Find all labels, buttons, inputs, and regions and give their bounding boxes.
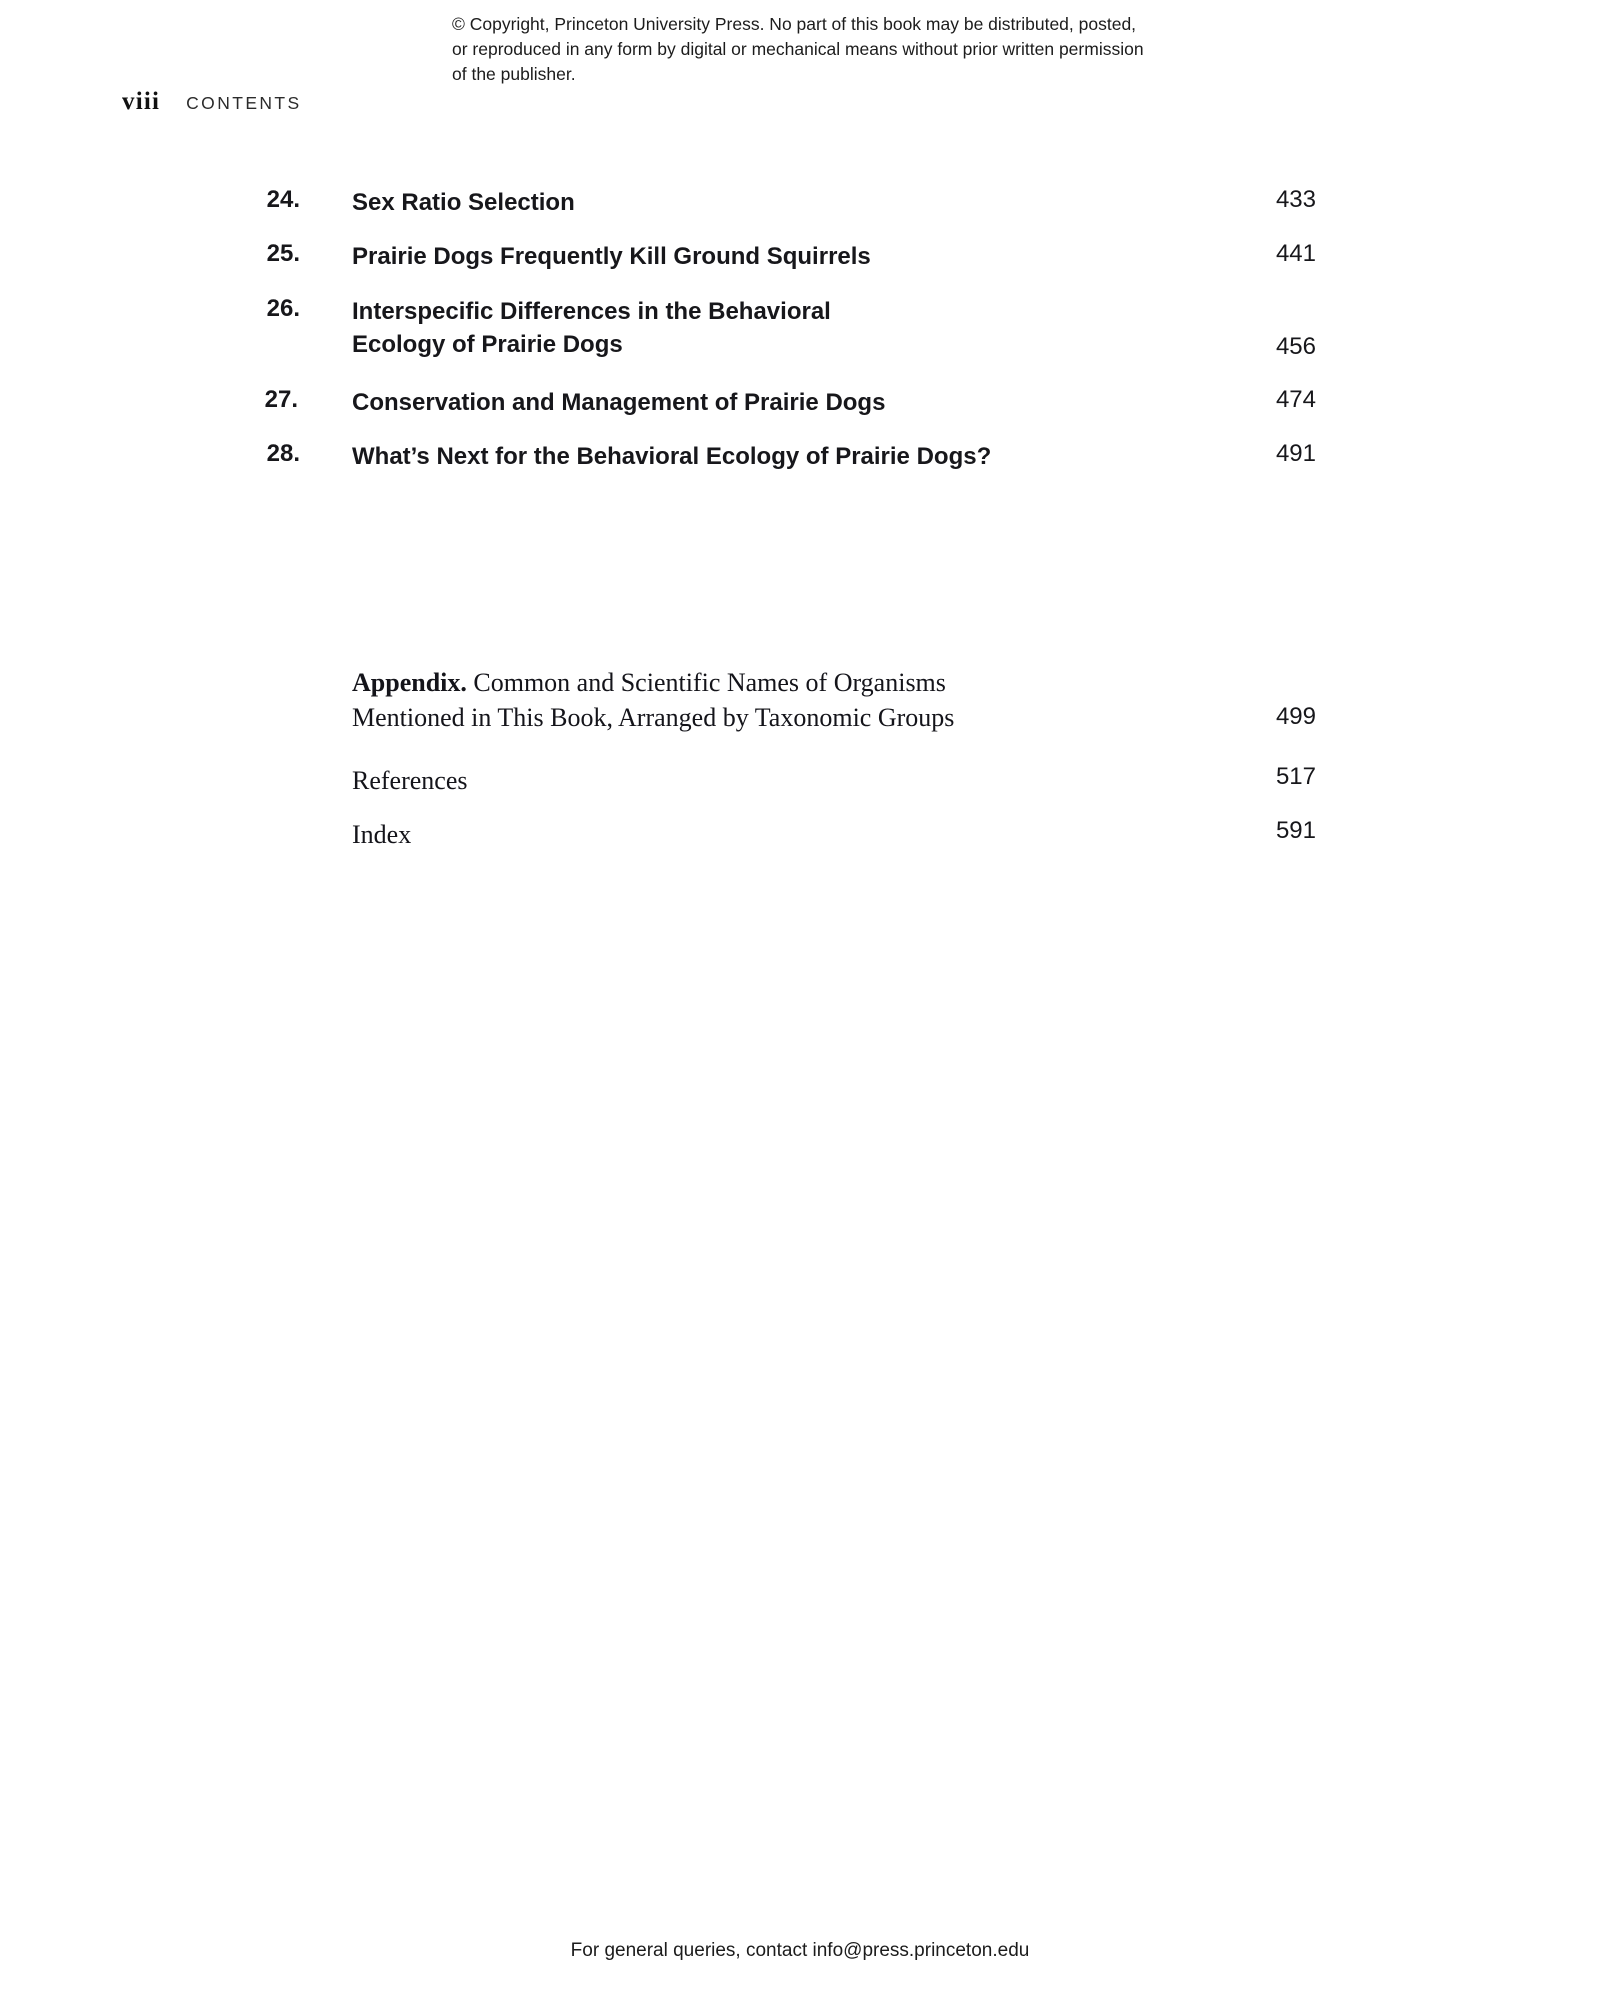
toc-entry-title: Conservation and Management of Prairie Dogs [352, 389, 886, 416]
appendix-title [352, 665, 1152, 735]
appendix-description-line1: Common and Scientific Names of Organisms [473, 668, 946, 697]
appendix-page: 499 [1275, 703, 1316, 730]
toc-entry [0, 186, 1600, 226]
page-folio: viii [122, 88, 161, 115]
index-page: 591 [1275, 817, 1316, 844]
toc-entry-number: 28. [266, 440, 300, 467]
toc-entry-page: 433 [1275, 186, 1316, 213]
toc-entry-title: Sex Ratio Selection [352, 189, 575, 216]
backmatter-entry-index [0, 817, 1600, 861]
toc-entry-page: 474 [1275, 386, 1316, 413]
toc-entry [0, 295, 1600, 375]
toc-entry-title: What’s Next for the Behavioral Ecology of Prairie Dogs? [352, 443, 992, 470]
toc-entry-title [352, 295, 1052, 361]
toc-entry-number: 25. [266, 240, 300, 267]
toc-entry-number: 24. [266, 186, 300, 213]
backmatter-entry-references [0, 763, 1600, 807]
backmatter-entry-appendix [0, 665, 1600, 745]
copyright-notice: © Copyright, Princeton University Press. No part of this book may be distributed, posted, or reproduced in any form by digital or mechanical means without prior written permission of the publisher. [452, 14, 1144, 84]
toc-entry [0, 440, 1600, 480]
toc-entry-number: 27. [264, 386, 298, 413]
toc-entry-title-line1: Interspecific Differences in the Behavioral [352, 298, 831, 325]
toc-entry-title: Prairie Dogs Frequently Kill Ground Squirrels [352, 243, 871, 270]
running-head [122, 88, 302, 116]
index-title: Index [352, 820, 412, 849]
toc-entry-page: 491 [1275, 440, 1316, 467]
toc-entry [0, 386, 1600, 426]
toc-entry-page: 441 [1275, 240, 1316, 267]
references-page: 517 [1275, 763, 1316, 790]
running-head-title: CONTENTS [186, 93, 302, 113]
appendix-label: Appendix. [352, 668, 467, 697]
toc-entry-title-line2: Ecology of Prairie Dogs [352, 331, 623, 359]
toc-entry [0, 240, 1600, 280]
page-footer: For general queries, contact info@press.princeton.edu [570, 1940, 1030, 1961]
toc-entry-number: 26. [266, 295, 300, 322]
references-title: References [352, 766, 468, 795]
appendix-description-line2: Mentioned in This Book, Arranged by Taxonomic Groups [352, 703, 955, 733]
toc-entry-page: 456 [1275, 333, 1316, 360]
